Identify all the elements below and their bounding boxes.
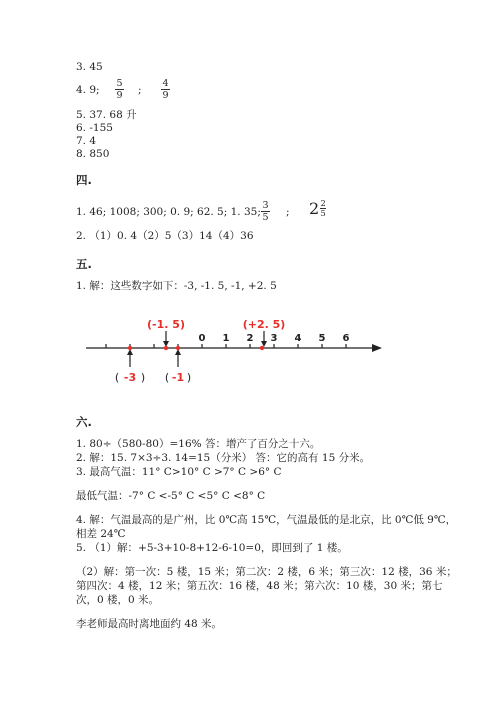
answer-5: 5. 37. 68 升 <box>76 109 137 121</box>
mixed-fraction <box>320 199 326 218</box>
label-minus-3-close: ) <box>140 371 146 384</box>
section-4-separator: ; <box>286 206 290 218</box>
fraction-denominator: 5 <box>320 209 326 218</box>
fraction-numerator: 3 <box>262 200 269 211</box>
fraction-numerator: 4 <box>162 78 169 89</box>
number-line-tick-label: 6 <box>342 333 350 344</box>
label-minus-1-close: ) <box>186 371 192 384</box>
answer-4-separator: ; <box>138 84 142 96</box>
section-4-mixed-number <box>309 199 326 218</box>
answer-6: 6. -155 <box>76 122 113 134</box>
label-minus-3: -3 <box>123 371 137 384</box>
label-plus-2-5: (+2. 5) <box>242 318 286 331</box>
fraction-numerator: 2 <box>320 199 326 208</box>
number-line-tick-label: 2 <box>246 333 254 344</box>
number-line-tick-label: 1 <box>222 333 230 344</box>
section-4-q2: 2. （1）0. 4（2）5（3）14（4）36 <box>76 230 254 242</box>
answer-3: 3. 45 <box>76 61 103 73</box>
number-line-tick-label: 0 <box>198 333 206 344</box>
number-line-point <box>260 346 264 350</box>
section-6-line-4: 最低气温：-7° C <-5° C <5° C <8° C <box>76 490 266 502</box>
section-6-line-9: 第四次：4 楼，12 米；第五次：16 楼，48 米；第六次：10 楼，30 米；第七 <box>76 580 443 592</box>
answer-4-fraction-1 <box>115 78 124 101</box>
number-line-tick-label: 5 <box>318 333 326 344</box>
section-5-q1: 1. 解：这些数字如下：-3, -1. 5, -1, +2. 5 <box>76 280 277 292</box>
section-4-fraction <box>261 200 270 223</box>
section-6-line-8: （2）解：第一次：5 楼，15 米；第二次：2 楼，6 米；第三次：12 楼，36 米； <box>76 566 457 578</box>
fraction-denominator: 5 <box>262 212 269 223</box>
section-5-heading: 五. <box>76 257 92 271</box>
section-6-line-11: 李老师最高时离地面约 48 米。 <box>76 618 223 630</box>
number-line-point <box>128 346 132 350</box>
answer-4-fraction-2 <box>161 78 170 101</box>
section-6-line-5: 4. 解：气温最高的是广州，比 0℃高 15℃，气温最低的是北京，比 0℃低 9℃， <box>76 514 457 526</box>
label-minus-1-5: (-1. 5) <box>147 318 185 331</box>
number-line-point <box>164 346 168 350</box>
number-line <box>80 312 390 392</box>
section-4-heading: 四. <box>76 173 92 187</box>
section-6-line-1: 1. 80÷（580-80）=16% 答：增产了百分之十六。 <box>76 438 321 450</box>
section-6-line-7: 5. （1）解：+5-3+10-8+12-6-10=0，即回到了 1 楼。 <box>76 542 348 554</box>
answer-7: 7. 4 <box>76 135 97 147</box>
number-line-tick-label: 4 <box>294 333 302 344</box>
number-line-point <box>176 346 180 350</box>
section-6-heading: 六. <box>76 415 92 429</box>
section-6-line-3: 3. 最高气温：11° C>10° C >7° C >6° C <box>76 466 282 478</box>
answer-4: 4. 9; <box>76 84 100 96</box>
section-4-q1: 1. 46; 1008; 300; 0. 9; 62. 5; 1. 35; <box>76 206 261 218</box>
label-minus-3-open: ( <box>114 371 120 384</box>
fraction-numerator: 5 <box>116 78 123 89</box>
label-minus-1-open: ( <box>164 371 170 384</box>
answer-8: 8. 850 <box>76 148 110 160</box>
section-6-line-2: 2. 解：15. 7×3÷3. 14=15（分米） 答：它的高有 15 分米。 <box>76 452 371 464</box>
label-minus-1: -1 <box>171 371 185 384</box>
fraction-denominator: 9 <box>162 90 169 101</box>
fraction-denominator: 9 <box>116 90 123 101</box>
number-line-tick-label: 3 <box>270 333 278 344</box>
number-line-arrowhead <box>372 344 382 352</box>
section-6-line-10: 次，0 楼，0 米。 <box>76 594 160 606</box>
mixed-whole: 2 <box>309 199 320 218</box>
section-6-line-6: 相差 24℃ <box>76 528 126 540</box>
